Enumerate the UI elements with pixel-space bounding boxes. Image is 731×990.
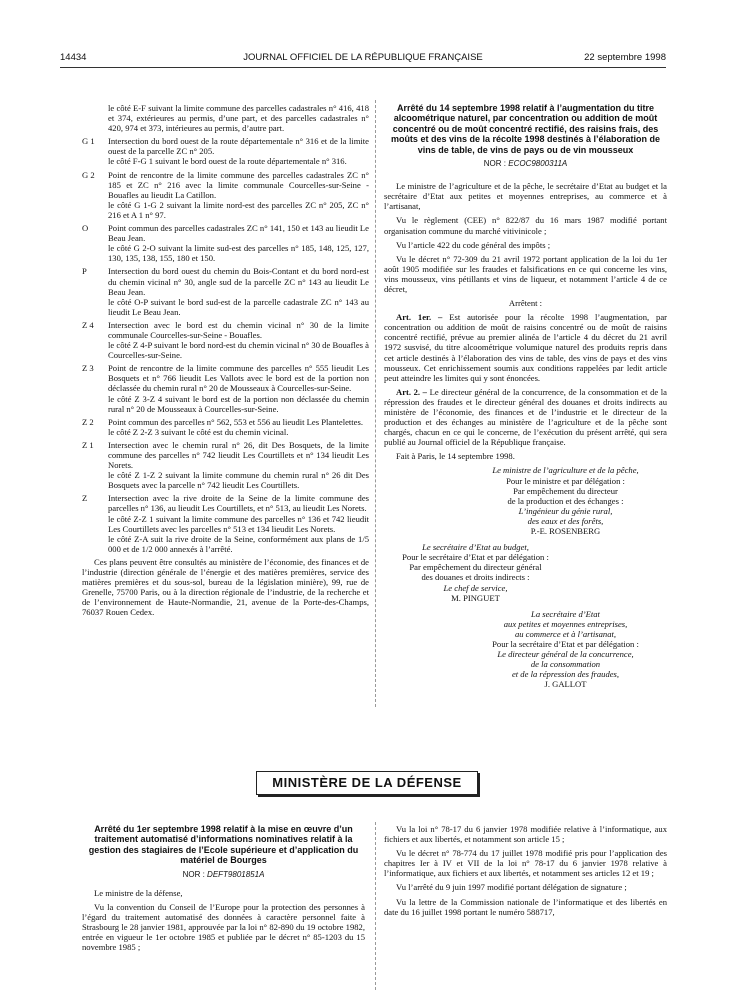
boundary-line: Intersection avec la rive droite de la Seine de la limite commune des parcelles n° 136, au lieudit Les Courtillets, et n° 513, au lieudit Les Norets. [108, 493, 369, 514]
article-paragraph [384, 312, 667, 383]
visa-paragraph: Vu la loi n° 78-17 du 6 janvier 1978 modifiée relative à l’informatique, aux fichiers et aux libertés, et notamment son article 15 ; [384, 824, 667, 845]
nor-label: NOR : [182, 869, 205, 879]
article-text: Le directeur général de la concurrence, de la consommation et de la répression des fraudes et le directeur général des douanes et droits indirects au ministère de l’économie, des finances et de l’industrie et le directeur de la production et des échanges au ministère de l’agriculture et de la pêche sont chargés, chacun en ce qui le concerne, de l’exécution du présent arrêté, qui sera publié au Journal officiel de la République française. [384, 386, 667, 448]
visa-paragraph: Vu le décret n° 72-309 du 21 avril 1972 portant application de la loi du 1er août 1905 modifiée sur les fraudes et falsifications en ce qui concerne les vins, vins mousseux, vins pétillants et vins de liqueur, et notamment l’article 4 de ce décret, [384, 253, 667, 294]
point-marker: Z 3 [82, 363, 94, 374]
signature-block-1 [464, 465, 667, 536]
boundary-point-entry [82, 493, 369, 554]
boundary-line: le côté G 1-G 2 suivant la limite nord-est des parcelles ZC n° 205, ZC n° 216 et A 1 n° 97. [108, 199, 369, 220]
boundary-line: Intersection avec le chemin rural n° 26, dit Des Bosquets, de la limite commune des parcelles n° 742 lieudit Les Courtillets et n° 134 lieudit Les Norets. [108, 439, 369, 471]
boundary-line: Intersection avec le bord est du chemin vicinal n° 30 de la limite communale Courcelles-sur-Seine - Bouafles. [108, 319, 369, 340]
signature-line: au commerce et à l’artisanat, [514, 628, 617, 639]
boundary-line: Point de rencontre de la limite commune des parcelles n° 555 lieudit Les Bosquets et n° 766 lieudit Les Vallots avec le bord est de la portion non déclassée du chemin rural n° 20 de Mousseaux à Courcelles-sur-Seine. [108, 363, 369, 394]
right-column [384, 103, 667, 689]
signature-line: des douanes et droits indirects : [421, 572, 530, 583]
point-marker: Z 4 [82, 319, 94, 330]
signature-line: Par empêchement du directeur général [409, 562, 542, 573]
boundary-line: le côté Z 3-Z 4 suivant le bord est de la portion non déclassée du chemin rural n° 20 de Mousseaux à Courcelles-sur-Seine. [108, 393, 369, 414]
boundary-point-entry [82, 320, 369, 360]
point-marker: G 1 [82, 136, 95, 147]
signature-line: M. PINGUET [451, 592, 500, 603]
ministry-heading: MINISTÈRE DE LA DÉFENSE [272, 775, 462, 790]
signature-line: Le ministre de l’agriculture et de la pêche, [492, 465, 639, 476]
bottom-column-separator [375, 822, 376, 990]
intro-line: le côté E-F suivant la limite commune des parcelles cadastrales n° 416, 418 et 374, extérieures au permis, d’une part, et des parcelles cadastrales n° 420, 974 et 373, intérieures au permis, d’autre part. [108, 103, 369, 134]
boundary-line: le côté O-P suivant le bord sud-est de la parcelle cadastrale ZC n° 143 au lieudit Le Beau Jean. [108, 296, 369, 317]
visa-paragraph: Le ministre de la défense, [94, 887, 183, 898]
visa-paragraph: Le ministre de l’agriculture et de la pêche, le secrétaire d’Etat au budget et la secrétaire d’Etat aux petites et moyennes entreprises, au commerce et à l’artisanat, [384, 181, 667, 212]
article-text: Est autorisée pour la récolte 1998 l’augmentation, par concentration ou addition de moût de raisins concentré ou de moût de raisins concentré rectifié, prévue au premier alinéa de l’article 4 du décret du 21 avril 1972 susvisé, du titre alcoométrique volumique naturel des produits repris dans cet article destinés à l’élaboration des vins de table, des vins de pays et des vins mousseux. Cet enrichissement soumis aux conditions rappelées par ledit article peut atteindre les limites qui y sont énoncées. [384, 312, 667, 383]
boundary-line: Intersection du bord ouest du chemin du Bois-Contant et du bord nord-est du chemin vicinal n° 30, angle sud de la parcelle ZC n° 143 au lieudit Le Beau Jean. [108, 266, 369, 297]
decree-title: Arrêté du 14 septembre 1998 relatif à l’augmentation du titre alcoométrique naturel, par concentration ou addition de moût concentré ou de moût concentré rectifié, des raisins frais, des moûts et des vins de la récolte 1998 destinés à l’élaboration de vins de table, de vins de pays ou de vin mousseux [390, 103, 661, 155]
visa-paragraph: Vu la convention du Conseil de l’Europe pour la protection des personnes à l’égard du traitement automatisé des données à caractère personnel faite à Strasbourg le 28 janvier 1981, approuvée par la loi n° 82-890 du 19 octobre 1982, entrée en vigueur le 1er octobre 1985 et publiée par le décret n° 85-1203 du 15 novembre 1985 ; [82, 901, 365, 953]
boundary-point-entry [82, 170, 369, 220]
signature-line: Par empêchement du directeur [513, 485, 618, 496]
page-header [60, 52, 666, 66]
issue-date: 22 septembre 1998 [584, 52, 666, 63]
boundary-point-entry [82, 440, 369, 490]
signature-line: Le chef de service, [443, 582, 508, 593]
nor-code: ECOC9800311A [508, 159, 568, 169]
signature-line: L’ingénieur du génie rural, [518, 505, 613, 516]
nor-reference [384, 159, 667, 169]
article-heading: Art. 2. – [396, 386, 427, 397]
nor-label: NOR : [483, 159, 506, 169]
article-heading: Art. 1er. – [396, 312, 443, 323]
boundary-line: le côté Z-A suit la rive droite de la Seine, conformément aux plans de 1/5 000 et de 1/2 000 annexés à l’arrêté. [108, 533, 369, 554]
column-separator [375, 100, 376, 707]
page-number: 14434 [60, 52, 87, 63]
visa-paragraph: Vu l’arrêté du 9 juin 1997 modifié portant délégation de signature ; [396, 882, 627, 893]
boundary-line: le côté Z 2-Z 3 suivant le côté est du chemin vicinal. [108, 426, 289, 437]
defense-decree-title: Arrêté du 1er septembre 1998 relatif à la mise en œuvre d’un traitement automatisé d’informations nominatives relatif à la gestion des stagiaires de l’Ecole supérieure et d’application du matériel de Bourges [88, 824, 359, 866]
signature-line: Le directeur général de la concurrence, [497, 649, 634, 660]
visa-paragraph: Vu la lettre de la Commission nationale de l’informatique et des libertés en date du 16 juillet 1998 portant le numéro 588717, [384, 896, 667, 917]
point-marker: Z [82, 493, 88, 504]
point-marker: P [82, 266, 87, 277]
journal-title: JOURNAL OFFICIEL DE LA RÉPUBLIQUE FRANÇAISE [243, 52, 483, 63]
boundary-point-entry [82, 136, 369, 166]
boundary-line: Point commun des parcelles cadastrales ZC n° 141, 150 et 143 au lieudit Le Beau Jean. [108, 223, 369, 244]
signature-line: de la production et des échanges : [507, 495, 624, 506]
boundary-line: le côté F-G 1 suivant le bord ouest de la route départementale n° 316. [108, 156, 347, 167]
boundary-point-entry [82, 266, 369, 316]
boundary-line: Point commun des parcelles n° 562, 553 et 556 au lieudit Les Plantelettes. [108, 416, 363, 427]
signature-line: Pour la secrétaire d’Etat et par délégation : [492, 638, 639, 649]
visa-paragraph: Vu l’article 422 du code général des impôts ; [396, 239, 551, 250]
signature-block-2 [384, 542, 567, 603]
signature-line: Pour le secrétaire d’Etat et par délégation : [402, 552, 549, 563]
boundary-line: le côté Z 4-P suivant le bord nord-est du chemin vicinal n° 30 de Bouafles à Courcelles-sur-Seine. [108, 340, 369, 361]
signature-line: aux petites et moyennes entreprises, [503, 618, 628, 629]
visa-paragraph: Vu le décret n° 78-774 du 17 juillet 1978 modifié pris pour l’application des chapitres Ier à IV et VII de la loi n° 78-17 du 6 janvier 1978 relative à l’informatique, aux fichiers et aux libertés, et notamment ses articles 12 et 19 ; [384, 848, 667, 879]
visa-paragraph: Vu le règlement (CEE) n° 822/87 du 16 mars 1987 modifié portant organisation commune du marché vitivinicole ; [384, 215, 667, 236]
defense-nor-reference [82, 870, 365, 880]
signature-line: et de la répression des fraudes, [511, 669, 620, 680]
closing-paragraph: Ces plans peuvent être consultés au ministère de l’économie, des finances et de l’industrie (direction générale de l’énergie et des matières premières, service des matières premières et du sous-sol, bureau de la législation minière), 99, rue de Grenelle, 75700 Paris, ou à la direction régionale de l’industrie, de la recherche et de l’environnement de Haute-Normandie, 21, avenue de la Porte-des-Champs, 76037 Rouen Cedex. [82, 556, 369, 618]
signature-line: des eaux et des forêts, [527, 515, 604, 526]
boundary-point-entry [82, 417, 369, 437]
boundary-line: Point de rencontre de la limite commune des parcelles cadastrales ZC n° 185 et ZC n° 216 avec la limite communale Courcelles-sur-Seine - Bouafles au lieudit La Catillon. [108, 169, 369, 200]
arretent-heading: Arrêtent : [508, 298, 543, 309]
ministry-heading-box [256, 771, 478, 795]
signature-line: La secrétaire d’Etat [531, 608, 600, 619]
signature-block-3 [464, 609, 667, 690]
signature-line: J. GALLOT [544, 679, 587, 690]
point-marker: G 2 [82, 169, 95, 180]
header-rule [60, 67, 666, 68]
boundary-line: Intersection du bord ouest de la route départementale n° 316 et de la limite ouest de la parcelle ZC n° 205. [108, 136, 369, 157]
bottom-left-column [82, 824, 365, 956]
signature-line: Le secrétaire d’Etat au budget, [422, 542, 529, 553]
point-marker: O [82, 223, 89, 234]
boundary-point-entry [82, 223, 369, 263]
boundary-point-entry [82, 363, 369, 413]
boundary-line: le côté G 2-O suivant la limite sud-est des parcelles n° 185, 148, 125, 127, 130, 135, 138, 155, 180 et 150. [108, 243, 369, 264]
boundary-line: le côté Z 1-Z 2 suivant la limite commune du chemin rural n° 26 dit Des Bosquets avec la parcelle n° 742 lieudit Les Courtillets. [108, 470, 369, 491]
signature-line: P.-E. ROSENBERG [530, 526, 601, 537]
signature-line: de la consommation [530, 659, 601, 670]
done-at: Fait à Paris, le 14 septembre 1998. [396, 451, 515, 462]
left-column [82, 103, 369, 622]
nor-code: DEFT9801851A [207, 869, 265, 879]
boundary-line: le côté Z-Z 1 suivant la limite commune des parcelles n° 136 et 742 lieudit Les Courtillets avec les parcelles n° 513 et 134 lieudit Les Norets. [108, 513, 369, 534]
article-paragraph [384, 387, 667, 448]
intro-entry [82, 103, 369, 133]
point-marker: Z 2 [82, 416, 94, 427]
point-marker: Z 1 [82, 439, 94, 450]
signature-line: Pour le ministre et par délégation : [506, 475, 625, 486]
bottom-right-column [384, 824, 667, 921]
